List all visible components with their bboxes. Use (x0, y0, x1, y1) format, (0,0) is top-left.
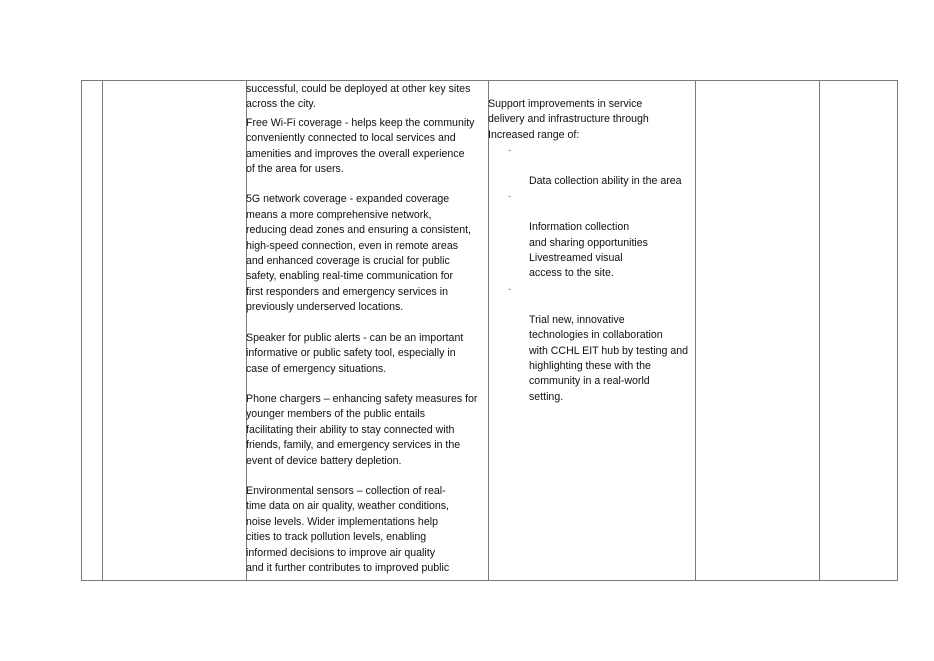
benefit-environmental-sensors: Environmental sensors – collection of real- time data on air quality, weather conditions, noise levels. Wider implementations help cities to track pollution levels, enabling informed decisions to improve air quality and it further contributes to improved public (246, 484, 450, 574)
outcomes-cell (488, 81, 696, 580)
bullet-marker: - (508, 191, 511, 202)
document-table (81, 80, 898, 581)
column-divider (102, 81, 103, 580)
bullet-marker: - (508, 283, 511, 294)
benefits-intro: successful, could be deployed at other key sites across the city. (246, 83, 471, 111)
list-item-text: Trial new, innovative technologies in collaboration with CCHL EIT hub by testing and highlighting these with the community in a real-world setting. (529, 313, 688, 403)
bullet-marker: - (508, 145, 511, 156)
benefit-speaker: Speaker for public alerts - can be an important informative or public safety tool, especially in case of emergency situations. (246, 331, 464, 375)
list-item (488, 189, 696, 281)
list-item-text: Data collection ability in the area (529, 175, 682, 188)
benefit-phone-chargers: Phone chargers – enhancing safety measures for younger members of the public entails facilitating their ability to stay connected with friends, family, and emergency services in the event of device battery depletion. (246, 392, 478, 467)
outcomes-list (488, 143, 696, 405)
benefit-wifi: Free Wi-Fi coverage - helps keep the community conveniently connected to local services and amenities and improves the overall experience of the area for users. (246, 116, 475, 176)
column-divider (819, 81, 820, 580)
list-item-text: Information collection and sharing opportunities Livestreamed visual access to the site. (529, 221, 648, 280)
benefits-cell (246, 81, 489, 580)
list-item (488, 143, 696, 189)
outcomes-intro: Support improvements in service delivery and infrastructure through Increased range of: (488, 98, 649, 141)
benefit-5g: 5G network coverage - expanded coverage means a more comprehensive network, reducing dead zones and ensuring a consistent, high-speed connection, even in remote areas and enhanced coverage is crucial for public safety, enabling real-time communication for first responders and emergency services in previously underserved locations. (246, 193, 471, 314)
list-item (488, 282, 696, 405)
